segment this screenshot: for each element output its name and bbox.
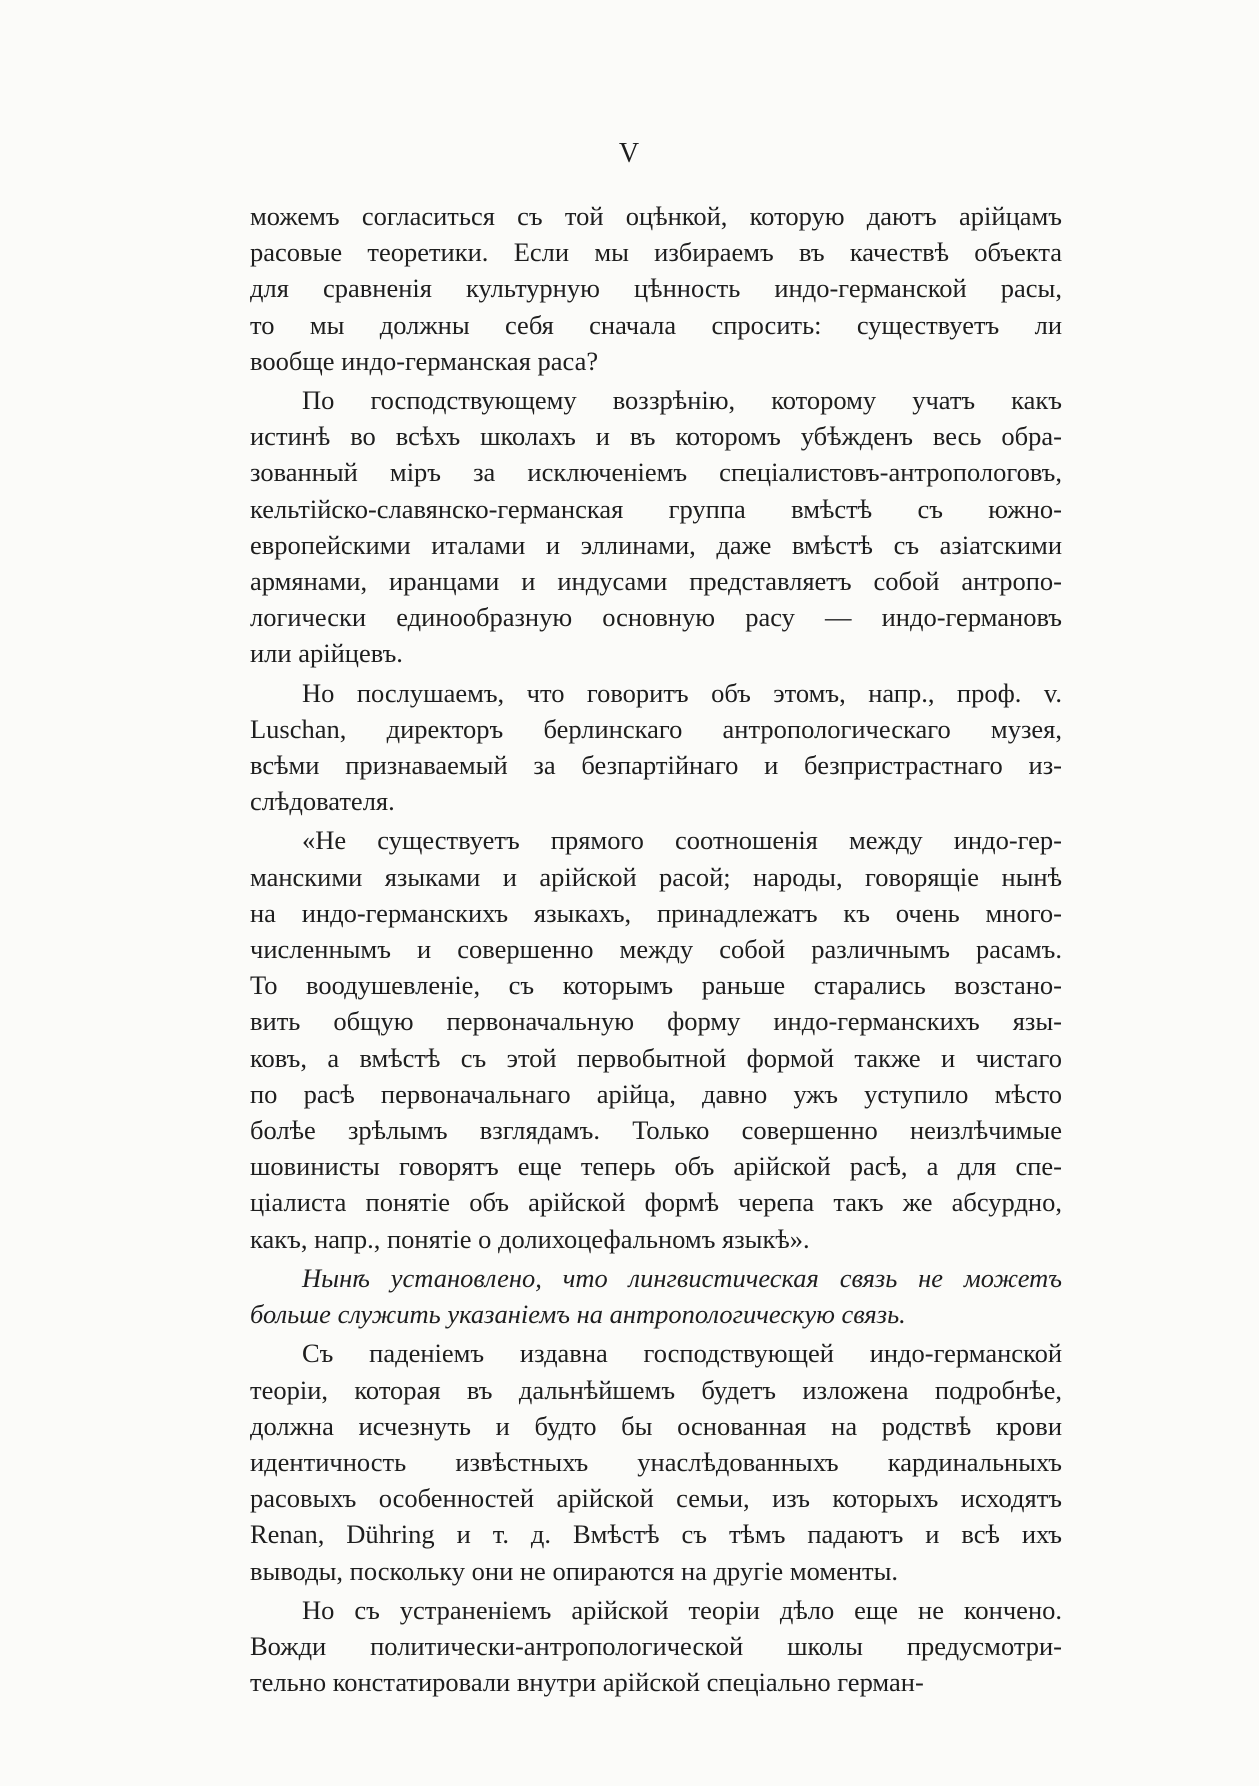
text-line: тельно констатировали внутри арійской спеціально герман- bbox=[250, 1667, 924, 1698]
text-line: расовые теоретики. Если мы избираемъ въ качествѣ объекта bbox=[250, 237, 1062, 268]
paragraph bbox=[250, 675, 1062, 820]
text-line: численнымъ и совершенно между собой различнымъ расамъ. bbox=[250, 934, 1062, 965]
text-line: логически единообразную основную расу — индо-германовъ bbox=[250, 602, 1062, 633]
text-line: европейскими италами и эллинами, даже вмѣстѣ съ азіатскими bbox=[250, 529, 1062, 560]
text-line: шовинисты говорятъ еще теперь объ арійской расѣ, а для спе- bbox=[250, 1151, 1062, 1182]
text-line: ціалиста понятіе объ арійской формѣ черепа такъ же абсурдно, bbox=[250, 1187, 1062, 1218]
text-line: манскими языками и арійской расой; народы, говорящіе нынѣ bbox=[250, 861, 1062, 892]
text-line: кельтійско-славянско-германская группа вмѣстѣ съ южно- bbox=[250, 493, 1062, 524]
text-line: слѣдователя. bbox=[250, 786, 395, 817]
text-line: то мы должны себя сначала спросить: существуетъ ли bbox=[250, 309, 1062, 340]
text-line: выводы, поскольку они не опираются на другіе моменты. bbox=[250, 1555, 899, 1586]
text-line: болѣе зрѣлымъ взглядамъ. Только совершенно неизлѣчимые bbox=[250, 1115, 1062, 1146]
text-line: Съ паденіемъ издавна господствующей индо-германской bbox=[302, 1338, 1062, 1369]
text-line: армянами, иранцами и индусами представляетъ собой антропо- bbox=[250, 566, 1062, 597]
paragraph bbox=[250, 822, 1062, 1256]
text-line: теоріи, которая въ дальнѣйшемъ будетъ изложена подробнѣе, bbox=[250, 1374, 1062, 1405]
text-line: Но съ устраненіемъ арійской теоріи дѣло еще не кончено. bbox=[302, 1594, 1062, 1625]
text-line: можемъ согласиться съ той оцѣнкой, которую даютъ арійцамъ bbox=[250, 201, 1062, 231]
text-line: по расѣ первоначальнаго арійца, давно ужъ уступило мѣсто bbox=[250, 1078, 1062, 1109]
text-line: истинѣ во всѣхъ школахъ и въ которомъ убѣжденъ весь обра- bbox=[250, 421, 1062, 452]
text-line: зованный міръ за исключеніемъ спеціалистовъ-антропологовъ, bbox=[250, 457, 1062, 488]
text-line: идентичность извѣстныхъ унаслѣдованныхъ кардинальныхъ bbox=[250, 1446, 1062, 1477]
text-line: всѣми признаваемый за безпартійнаго и безпристрастнаго из- bbox=[250, 750, 1062, 781]
paragraph bbox=[250, 198, 1062, 379]
text-line: для сравненія культурную цѣнность индо-германской расы, bbox=[250, 273, 1062, 304]
text-line: или арійцевъ. bbox=[250, 638, 403, 669]
text-line: По господствующему воззрѣнію, которому учатъ какъ bbox=[302, 385, 1062, 416]
paragraph bbox=[250, 1260, 1062, 1332]
paragraph bbox=[250, 382, 1062, 672]
text-line: должна исчезнуть и будто бы основанная на родствѣ крови bbox=[250, 1410, 1062, 1441]
text-line: Renan, Dühring и т. д. Вмѣстѣ съ тѣмъ падаютъ и всѣ ихъ bbox=[250, 1519, 1062, 1550]
page-number: V bbox=[618, 138, 641, 169]
text-line: Нынѣ установлено, что лингвистическая связь не можетъ bbox=[302, 1262, 1062, 1293]
text-line: Но послушаемъ, что говоритъ объ этомъ, напр., проф. v. bbox=[302, 677, 1062, 708]
paragraph bbox=[250, 1335, 1062, 1588]
paragraph bbox=[250, 1592, 1062, 1701]
text-line: вообще индо-германская раса? bbox=[250, 345, 599, 376]
text-line: какъ, напр., понятіе о долихоцефальномъ языкѣ». bbox=[250, 1223, 810, 1254]
text-line: Luschan, директоръ берлинскаго антропологическаго музея, bbox=[250, 713, 1062, 744]
text-line: То воодушевленіе, съ которымъ раньше старались возстано- bbox=[250, 970, 1062, 1001]
text-line: ковъ, а вмѣстѣ съ этой первобытной формой также и чистаго bbox=[250, 1042, 1062, 1073]
text-line: вить общую первоначальную форму индо-германскихъ язы- bbox=[250, 1006, 1062, 1037]
text-line: на индо-германскихъ языкахъ, принадлежатъ къ очень много- bbox=[250, 897, 1062, 928]
text-line: больше служить указаніемъ на антропологическую связь. bbox=[250, 1299, 906, 1330]
body-text bbox=[250, 198, 1062, 1700]
text-line: «Не существуетъ прямого соотношенія между индо-гер- bbox=[302, 825, 1062, 856]
text-line: расовыхъ особенностей арійской семьи, изъ которыхъ исходятъ bbox=[250, 1483, 1062, 1514]
text-line: Вожди политически-антропологической школы предусмотри- bbox=[250, 1630, 1062, 1661]
